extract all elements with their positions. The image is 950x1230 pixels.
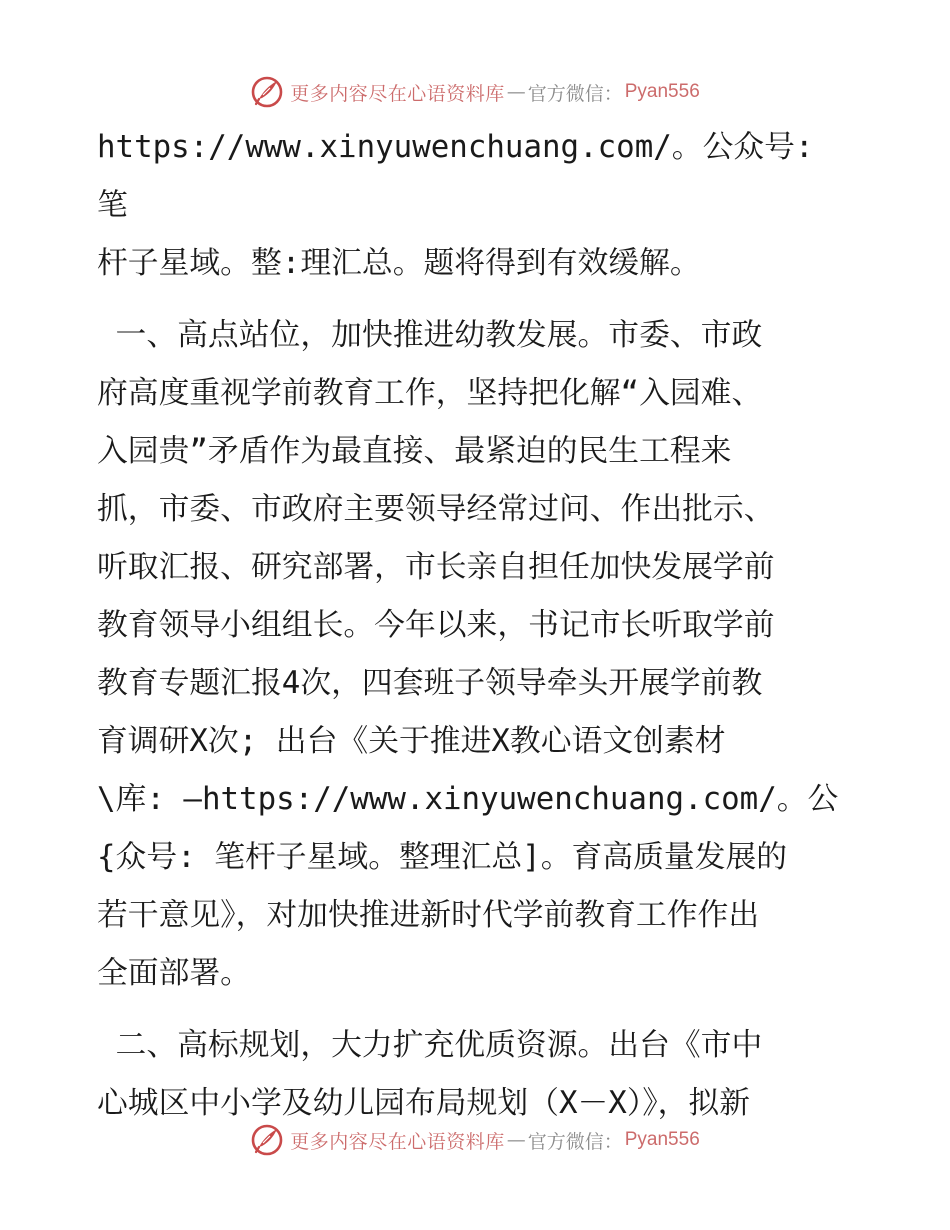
banner-account: Pyan556 [624,81,700,102]
document-body [97,118,857,1132]
banner-separator: — [506,81,526,103]
banner-official-label: 官方微信： [527,82,623,105]
quill-pen-logo-icon [250,75,284,109]
banner-separator: — [506,1129,526,1151]
banner-title: 更多内容尽在心语资料库 [290,82,505,105]
quill-pen-logo-icon [250,1123,284,1157]
banner-title: 更多内容尽在心语资料库 [290,1130,505,1153]
footer-banner [0,1120,950,1160]
banner-official-label: 官方微信： [527,1130,623,1153]
header-banner [0,72,950,112]
paragraph-intro: https://www.xinyuwenchuang.com/。公众号: 笔 杆子星域。整:理汇总。题将得到有效缓解。 [97,129,814,281]
paragraph-section-two: 二、高标规划，大力扩充优质资源。出台《市中 心城区中小学及幼儿园布局规划（X－X）》，拟新 [97,1027,763,1121]
paragraph-section-one: 一、高点站位，加快推进幼教发展。市委、市政 府高度重视学前教育工作，坚持把化解“入园难、 入园贵”矛盾作为最直接、最紧迫的民生工程来 抓，市委、市政府主要领导经常过问、作出批示、 听取汇报、研究部署，市长亲自担任加快发展学前 教育领导小组组长。今年以来，书记市长听取学前 教育专题汇报4次，四套班子领导牵头开展学前教 育调研X次; 出台《关于推进X教心语文创素材 \库: —https://www.xinyuwenchuang.com/。公 {众号: 笔杆子星域。整理汇总]。育高质量发展的 若干意见》，对加快推进新时代学前教育工作作出 全面部署。 [97,317,839,991]
banner-account: Pyan556 [624,1129,700,1150]
